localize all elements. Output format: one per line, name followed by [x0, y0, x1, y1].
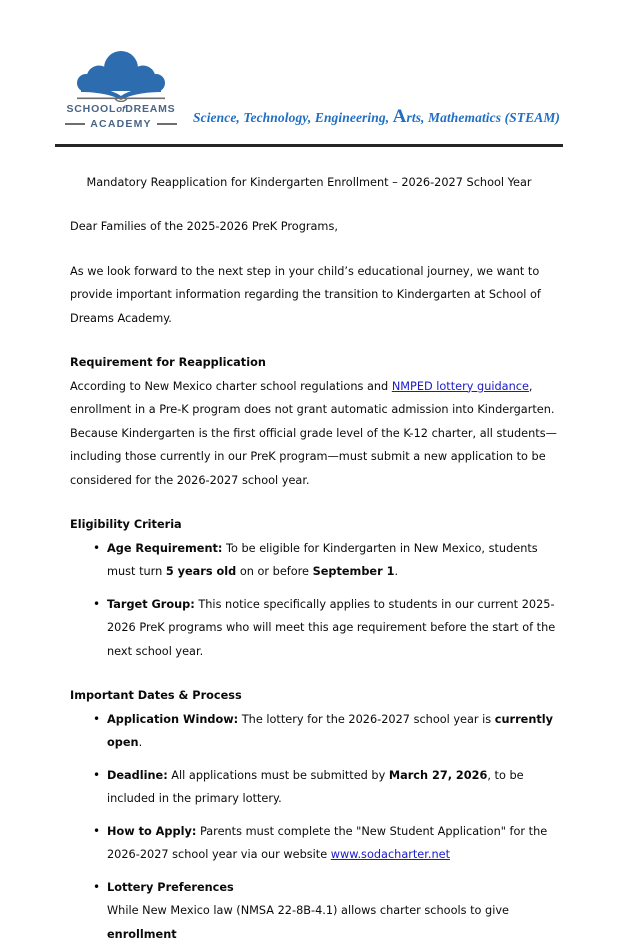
cloud-over-open-book-icon: [59, 50, 183, 102]
list-item: [70, 764, 562, 811]
bullet-label-target-group: Target Group:: [107, 598, 195, 611]
document-header: [55, 48, 563, 144]
tagline-arts-initial: A: [393, 106, 407, 127]
list-item: [70, 876, 562, 946]
document-body: [70, 147, 562, 946]
bullet-bold-march-27-2026: March 27, 2026: [389, 769, 488, 782]
requirement-text-after-link: , enrollment in a Pre-K program does not grant automatic admission into Kindergarten. Because Kindergarten is the first official grade level of the K-12 charter, all students—including those currently in our PreK program—must submit a new application to be considered for the 2026-2027 school year.: [70, 380, 557, 487]
section-spacer: [70, 663, 562, 684]
section-heading-requirement: Requirement for Reapplication: [70, 351, 562, 375]
logo-wordmark: [57, 103, 185, 130]
bullet-bold-september-1: September 1: [313, 565, 395, 578]
intro-paragraph: As we look forward to the next step in your child’s educational journey, we want to provide important information regarding the transition to Kindergarten at School of Dreams Academy.: [70, 260, 562, 331]
bullet-text-3: .: [394, 565, 398, 578]
bullet-label-deadline: Deadline:: [107, 769, 168, 782]
nmped-lottery-guidance-link[interactable]: NMPED lottery guidance: [392, 380, 529, 393]
logo-rule-left: [65, 123, 85, 125]
logo-rule-right: [157, 123, 177, 125]
bullet-label-how-to-apply: How to Apply:: [107, 825, 196, 838]
section-heading-important-dates: Important Dates & Process: [70, 684, 562, 708]
bullet-label-application-window: Application Window:: [107, 713, 238, 726]
logo-wordmark-line-2: [57, 118, 185, 130]
bullet-text-1: The lottery for the 2026-2027 school year is: [238, 713, 495, 726]
important-dates-bullet-list: [70, 708, 562, 946]
tagline-part-two: rts, Mathematics (STEAM): [406, 110, 560, 125]
tagline-part-one: Science, Technology, Engineering,: [193, 110, 393, 125]
logo-school-text: SCHOOL: [67, 103, 117, 115]
bullet-text-2: .: [139, 736, 143, 749]
section-heading-eligibility: Eligibility Criteria: [70, 513, 562, 537]
list-item: [70, 708, 562, 755]
list-item: [70, 820, 562, 867]
eligibility-bullet-list: [70, 537, 562, 664]
bullet-label-age-requirement: Age Requirement:: [107, 542, 222, 555]
bullet-bold-currently-open: currently open: [107, 713, 553, 750]
salutation: Dear Families of the 2025-2026 PreK Programs,: [70, 215, 562, 239]
bullet-text-1: This notice specifically applies to students in our current 2025-2026 PreK programs who will meet this age requirement before the start of the next school year.: [107, 598, 555, 658]
requirement-text-before-link: According to New Mexico charter school regulations and: [70, 380, 392, 393]
school-logo: [55, 48, 187, 130]
bullet-text-1: Parents must complete the "New Student Application" for the 2026-2027 school year via our website: [107, 825, 547, 862]
page-title: Mandatory Reapplication for Kindergarten Enrollment – 2026-2027 School Year: [70, 171, 562, 195]
bullet-text-1: All applications must be submitted by: [168, 769, 389, 782]
bullet-text-1: While New Mexico law (NMSA 22-8B-4.1) allows charter schools to give: [107, 904, 509, 917]
list-item: [70, 593, 562, 664]
requirement-paragraph: [70, 375, 562, 493]
sodacharter-website-link[interactable]: www.sodacharter.net: [331, 848, 450, 861]
bullet-bold-five-years-old: 5 years old: [166, 565, 236, 578]
logo-academy-text: ACADEMY: [90, 118, 152, 130]
bullet-label-lottery-preferences: Lottery Preferences: [107, 881, 234, 894]
document-page: [0, 48, 618, 848]
bullet-text-2: on or before: [236, 565, 312, 578]
bullet-text-2: , to be included in the primary lottery.: [107, 769, 524, 806]
steam-tagline: [187, 110, 563, 144]
logo-of-text: of: [116, 104, 125, 115]
logo-wordmark-line-1: [57, 103, 185, 116]
bullet-bold-enrollment: enrollment: [107, 928, 177, 941]
bullet-text-1: To be eligible for Kindergarten in New Mexico, students must turn: [107, 542, 538, 579]
list-item: [70, 537, 562, 584]
logo-dreams-text: DREAMS: [125, 103, 175, 115]
